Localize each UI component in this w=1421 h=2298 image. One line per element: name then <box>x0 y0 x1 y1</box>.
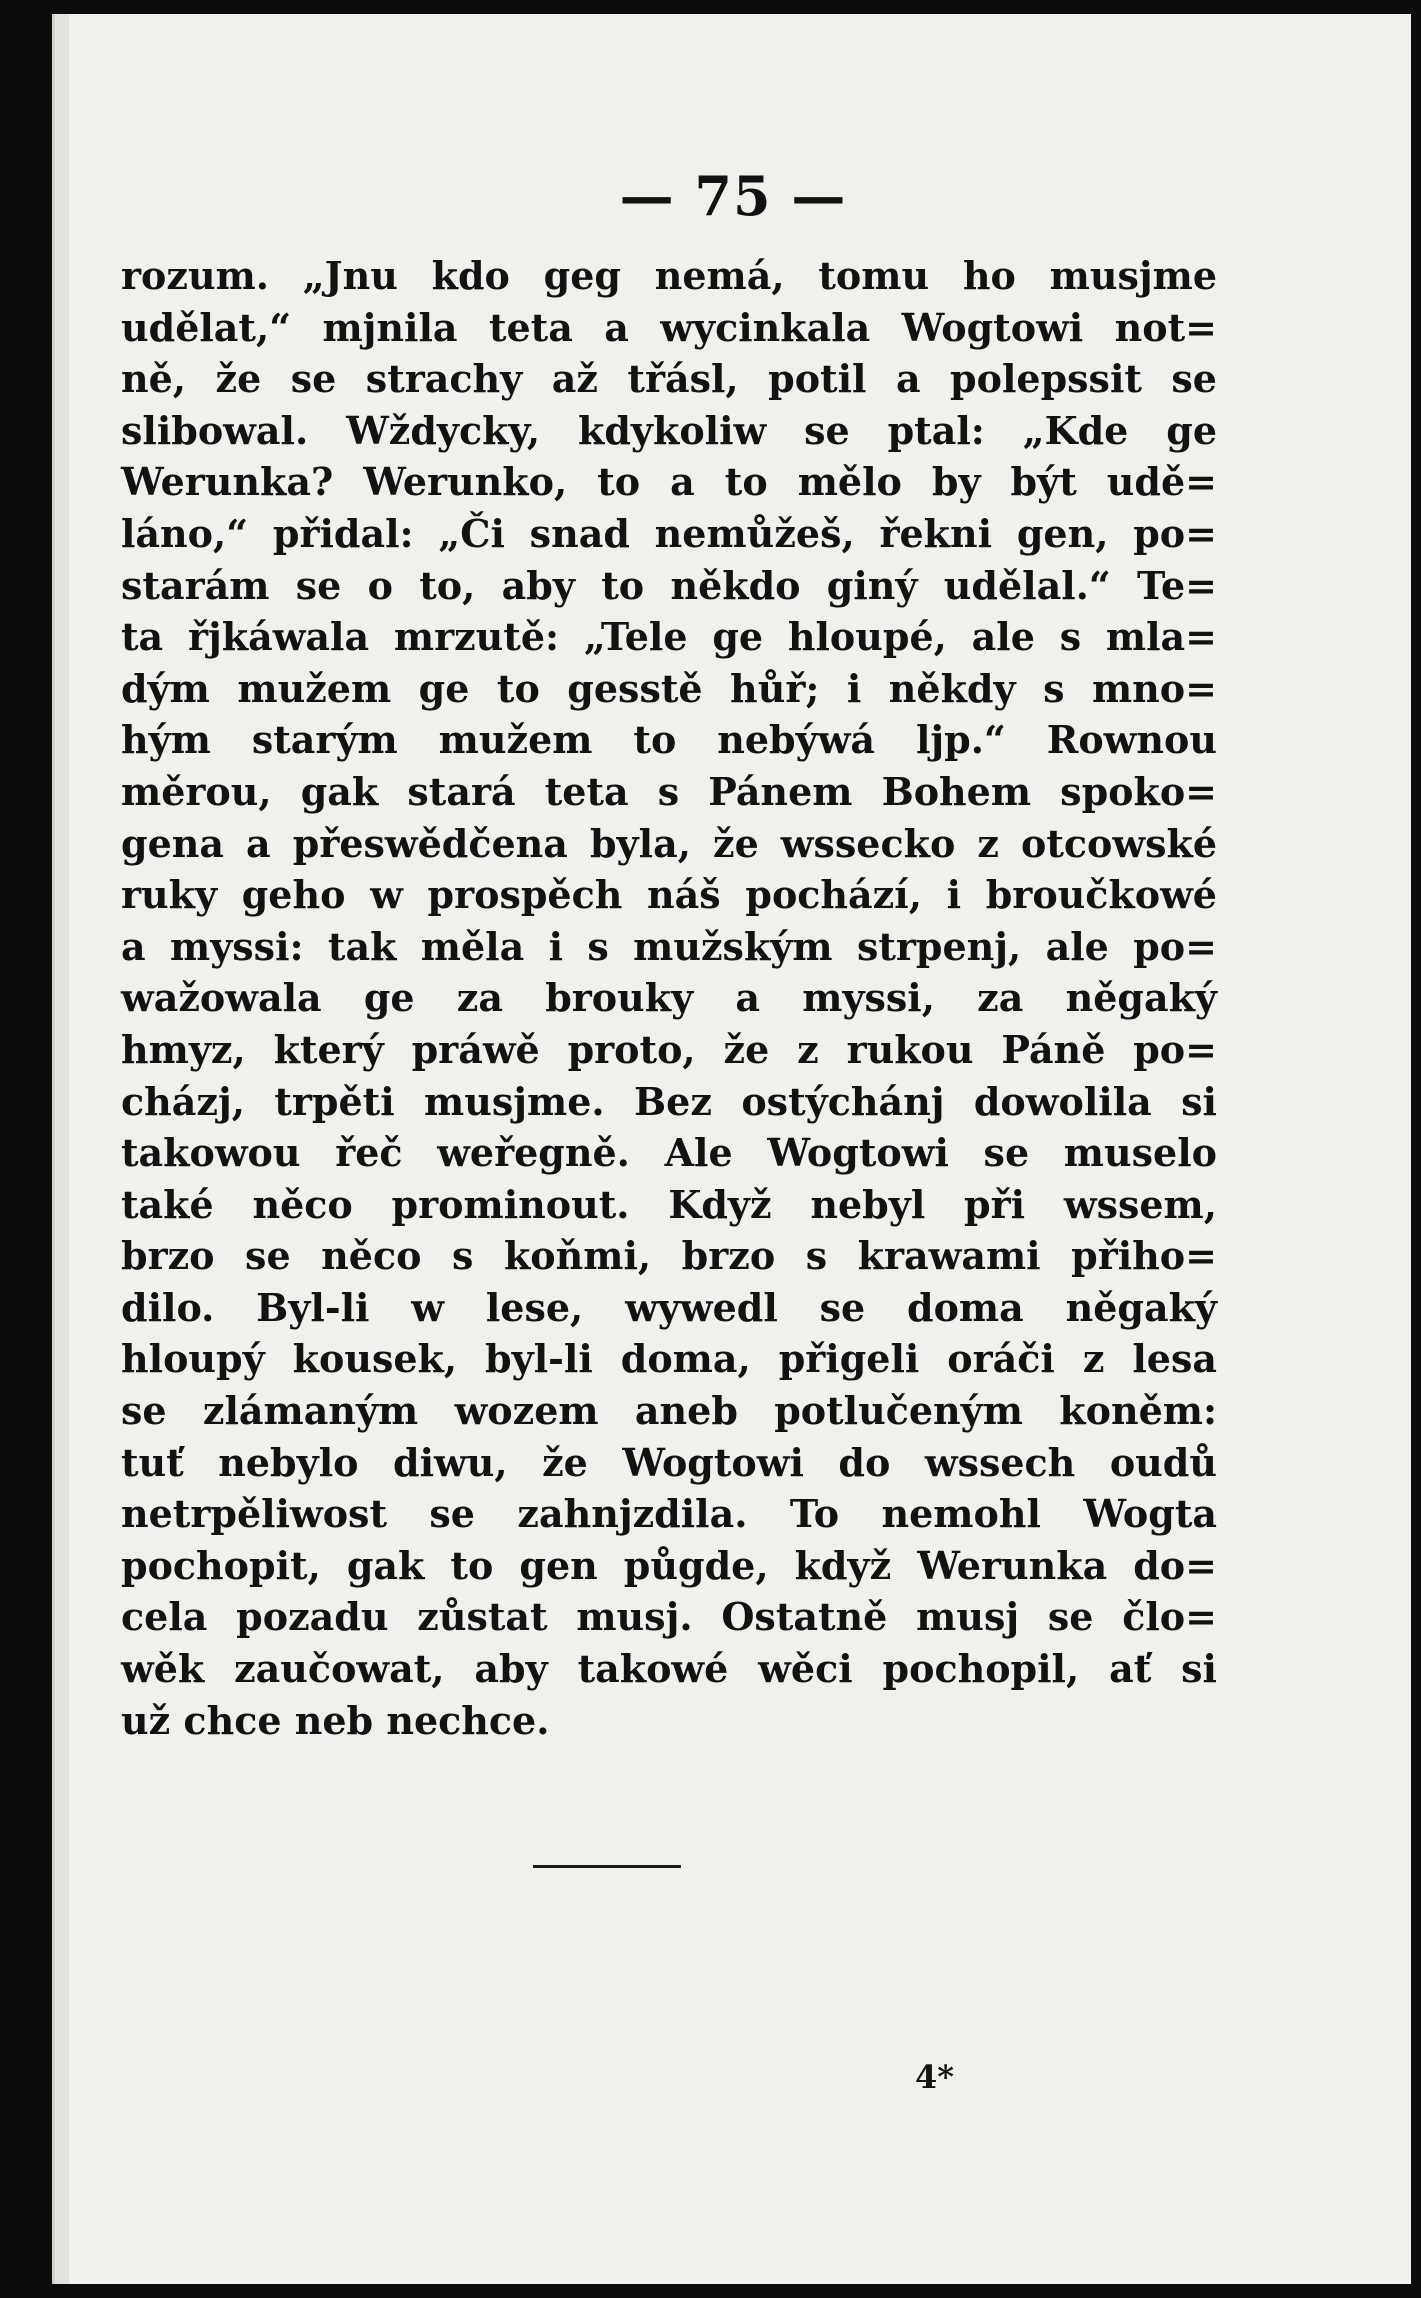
text-line: gena a přeswědčena byla, že wssecko z otcowské <box>121 820 1217 866</box>
text-line: wažowala ge za brouky a myssi, za něgaký <box>121 975 1217 1021</box>
text-line: cela pozadu zůstat musj. Ostatně musj se člo= <box>121 1594 1217 1640</box>
body-text <box>121 250 1217 1746</box>
page-header <box>55 164 1411 228</box>
text-line: brzo se něco s koňmi, brzo s krawami přiho= <box>121 1233 1217 1279</box>
text-line: Werunka? Werunko, to a to mělo by být udě= <box>121 459 1217 505</box>
text-line: udělat,“ mjnila teta a wycinkala Wogtowi not= <box>121 304 1217 350</box>
text-line: ruky geho w prospěch náš pochází, i broučkowé <box>121 872 1217 918</box>
text-line: dým mužem ge to gesstě hůř; i někdy s mno= <box>121 665 1217 711</box>
text-line: hmyz, který práwě proto, že z rukou Páně po= <box>121 1026 1217 1072</box>
text-line: se zlámaným wozem aneb potlučeným koněm: <box>121 1388 1217 1434</box>
text-line: a myssi: tak měla i s mužským strpenj, ale po= <box>121 923 1217 969</box>
text-line: tuť nebylo diwu, že Wogtowi do wssech oudů <box>121 1439 1217 1485</box>
text-line: už chce neb nechce. <box>121 1697 550 1743</box>
text-line: wěk zaučowat, aby takowé wěci pochopil, ať si <box>121 1646 1217 1692</box>
text-line: dilo. Byl-li w lese, wywedl se doma něgaký <box>121 1284 1217 1330</box>
text-line: ta řjkáwala mrzutě: „Tele ge hloupé, ale s mla= <box>121 614 1217 660</box>
text-line: cházj, trpěti musjme. Bez ostýchánj dowolila si <box>121 1078 1217 1124</box>
text-line: takowou řeč weřegně. Ale Wogtowi se muselo <box>121 1130 1217 1176</box>
text-line: láno,“ přidal: „Či snad nemůžeš, řekni gen, po= <box>121 510 1217 556</box>
text-line: měrou, gak stará teta s Pánem Bohem spoko= <box>121 768 1217 814</box>
text-line: také něco prominout. Když nebyl při wssem, <box>121 1181 1217 1227</box>
page-number: — 75 — <box>620 164 847 228</box>
text-line: hloupý kousek, byl-li doma, přigeli oráči z lesa <box>121 1336 1217 1382</box>
section-divider <box>533 1865 681 1868</box>
text-line: pochopit, gak to gen půgde, když Werunka do= <box>121 1542 1217 1588</box>
book-page <box>52 14 1411 2284</box>
text-line: ně, že se strachy až třásl, potil a polepssit se <box>121 356 1217 402</box>
text-line: starám se o to, aby to někdo giný udělal.“ Te= <box>121 562 1217 608</box>
text-line: rozum. „Jnu kdo geg nemá, tomu ho musjme <box>121 253 1217 298</box>
signature-mark: 4* <box>915 2058 954 2096</box>
text-line: hým starým mužem to nebýwá ljp.“ Rownou <box>121 717 1217 763</box>
text-line: slibowal. Wždycky, kdykoliw se ptal: „Kde ge <box>121 407 1217 453</box>
text-line: netrpěliwost se zahnjzdila. To nemohl Wogta <box>121 1491 1217 1537</box>
